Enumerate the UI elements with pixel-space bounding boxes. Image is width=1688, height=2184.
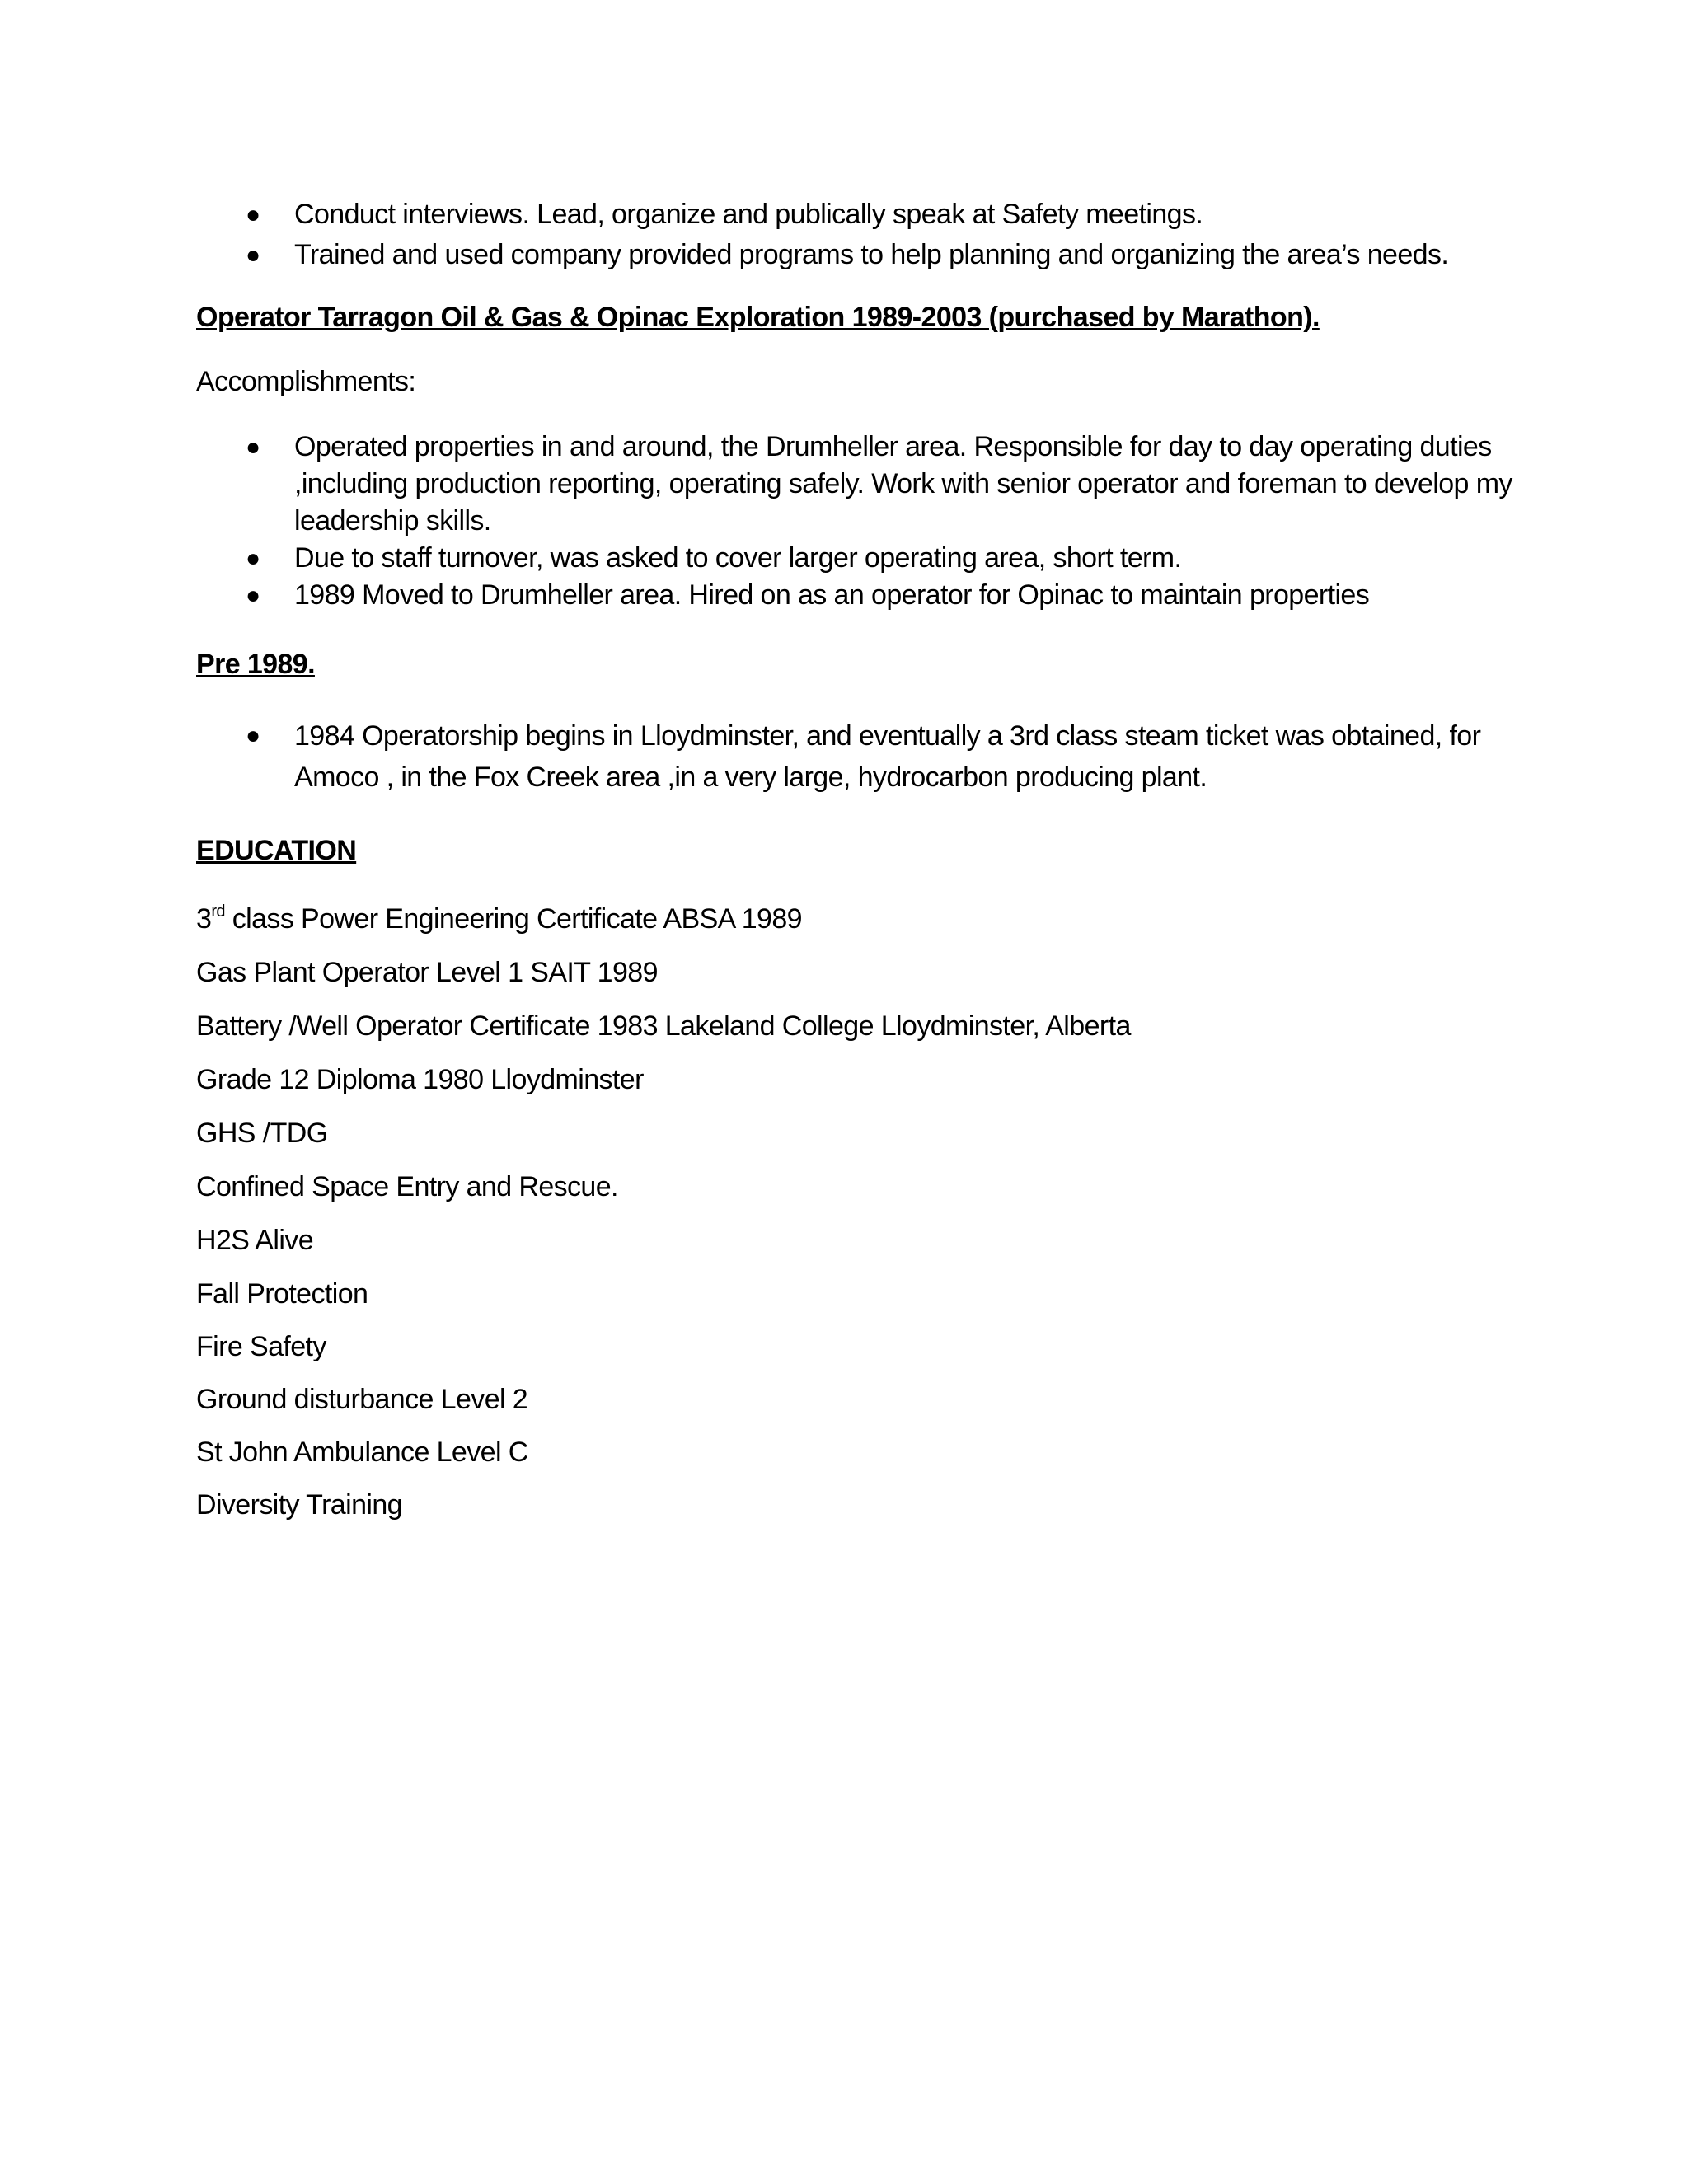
bullet-icon: ● — [246, 241, 260, 269]
bullet-icon: ● — [246, 582, 260, 609]
education-item: H2S Alive — [196, 1225, 314, 1256]
education-item-number: 3 — [196, 903, 212, 935]
job-heading: Operator Tarragon Oil & Gas & Opinac Exploration 1989-2003 (purchased by Marathon). — [196, 302, 1320, 333]
list-item-text: Operated properties in and around, the Drumheller area. Responsible for day to day operating duties ,including production reporting, operating safely. Work with senior operator and foreman to develop my leadership skills. — [294, 431, 1512, 537]
list-item-text: Due to staff turnover, was asked to cover larger operating area, short term. — [294, 542, 1182, 574]
education-item: Gas Plant Operator Level 1 SAIT 1989 — [196, 957, 658, 988]
list-item-text: 1989 Moved to Drumheller area. Hired on as an operator for Opinac to maintain properties — [294, 579, 1370, 611]
education-heading: EDUCATION — [196, 835, 357, 866]
list-item — [196, 540, 1515, 577]
bullet-icon: ● — [246, 722, 260, 749]
bullet-icon: ● — [246, 545, 260, 572]
accomplishments-label: Accomplishments: — [196, 366, 416, 397]
education-item-suffix: rd — [211, 902, 225, 921]
accomplishments-list — [196, 429, 1515, 614]
education-item: Diversity Training — [196, 1489, 402, 1521]
pre-1989-heading: Pre 1989. — [196, 649, 315, 680]
education-item: Battery /Well Operator Certificate 1983 Lakeland College Lloydminster, Alberta — [196, 1010, 1131, 1042]
list-item-text: Conduct interviews. Lead, organize and publically speak at Safety meetings. — [294, 199, 1203, 230]
education-item: Confined Space Entry and Rescue. — [196, 1171, 618, 1202]
list-item — [196, 196, 1515, 233]
list-item-text: Trained and used company provided programs to help planning and organizing the area’s needs. — [294, 239, 1449, 270]
education-item: Fall Protection — [196, 1278, 368, 1310]
bullet-icon: ● — [246, 434, 260, 461]
education-list — [196, 901, 1515, 1540]
education-item: GHS /TDG — [196, 1118, 328, 1149]
education-item — [196, 901, 1515, 954]
list-item — [196, 237, 1515, 274]
education-item: Ground disturbance Level 2 — [196, 1384, 528, 1415]
bullet-icon: ● — [246, 201, 260, 228]
list-item — [196, 577, 1515, 614]
education-item: St John Ambulance Level C — [196, 1436, 528, 1468]
education-item-text: class Power Engineering Certificate ABSA 1989 — [224, 903, 802, 935]
list-item-text: 1984 Operatorship begins in Lloydminster, and eventually a 3rd class steam ticket was obtained, for Amoco , in the Fox Creek area ,in a very large, hydrocarbon producing plant. — [294, 720, 1481, 793]
pre-1989-list — [196, 715, 1515, 798]
list-item — [196, 715, 1515, 798]
education-item: Grade 12 Diploma 1980 Lloydminster — [196, 1064, 644, 1095]
list-item — [196, 429, 1515, 540]
education-item: Fire Safety — [196, 1331, 326, 1362]
top-bullet-list — [196, 196, 1515, 274]
